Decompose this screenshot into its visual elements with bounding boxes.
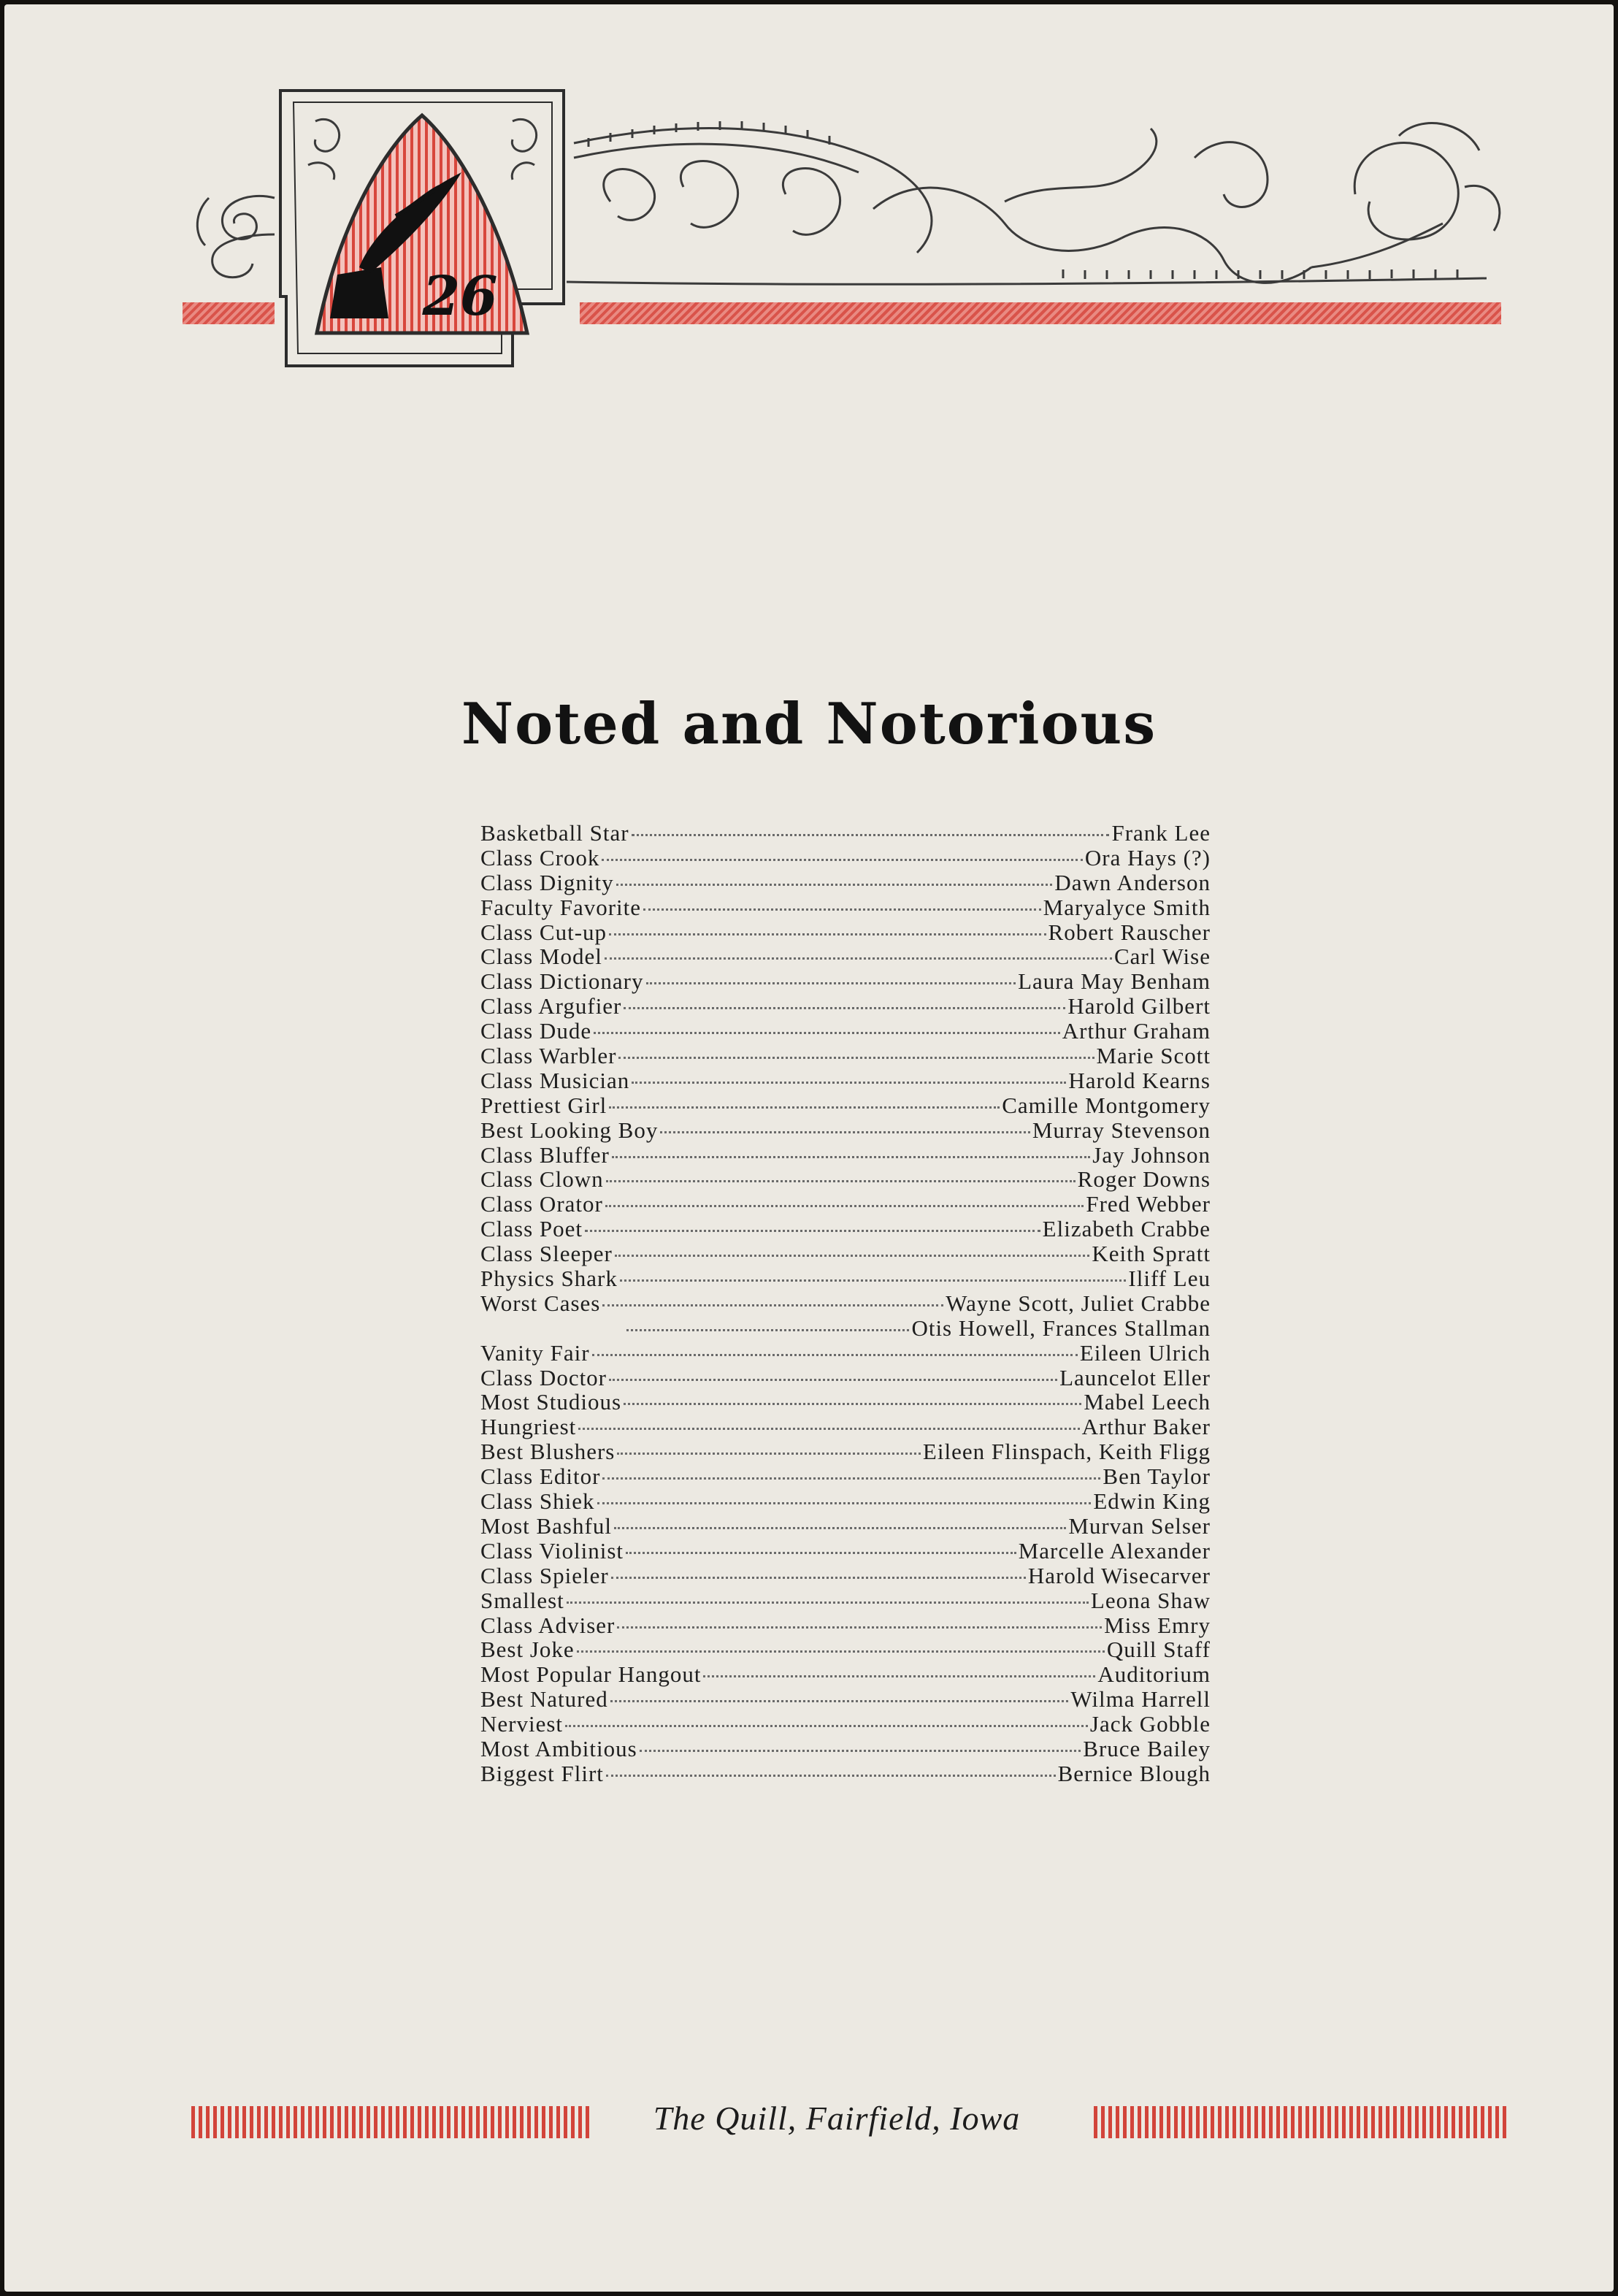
award-row <box>480 1439 1211 1464</box>
award-title: Faculty Favorite <box>480 894 642 920</box>
award-row <box>480 1737 1211 1761</box>
acanthus-scroll-ornament <box>567 114 1516 296</box>
award-row <box>480 1588 1211 1613</box>
award-recipient: Camille Montgomery <box>1002 1092 1211 1118</box>
award-title: Class Sleeper <box>480 1241 613 1267</box>
header-rule-right <box>580 302 1501 324</box>
award-row <box>480 1266 1211 1291</box>
award-row <box>480 994 1211 1019</box>
award-row <box>480 870 1211 895</box>
award-title: Best Blushers <box>480 1439 616 1465</box>
award-recipient: Iliff Leu <box>1128 1266 1211 1292</box>
award-title: Best Joke <box>480 1637 575 1663</box>
award-recipient: Carl Wise <box>1113 944 1211 970</box>
award-recipient: Otis Howell, Frances Stallman <box>911 1315 1211 1341</box>
award-row <box>480 920 1211 945</box>
award-row <box>480 1564 1211 1588</box>
award-row <box>480 944 1211 969</box>
award-title: Class Poet <box>480 1216 583 1242</box>
award-recipient: Miss Emry <box>1104 1612 1211 1638</box>
dot-leader <box>703 1675 1095 1677</box>
award-title: Nerviest <box>480 1711 564 1737</box>
award-recipient: Harold Wisecarver <box>1027 1562 1211 1588</box>
award-recipient: Leona Shaw <box>1090 1587 1211 1613</box>
award-row <box>480 1613 1211 1638</box>
header-rule-left <box>183 302 275 324</box>
award-title: Class Cut-up <box>480 919 607 945</box>
award-row <box>480 1291 1211 1316</box>
dot-leader <box>640 1750 1081 1752</box>
award-row <box>480 1514 1211 1539</box>
award-row <box>480 1167 1211 1192</box>
award-row <box>480 1637 1211 1662</box>
award-row <box>480 821 1211 846</box>
dot-leader <box>626 1552 1016 1554</box>
award-title: Class Editor <box>480 1463 601 1490</box>
award-recipient: Frank Lee <box>1111 820 1211 846</box>
award-row <box>480 1415 1211 1439</box>
award-row <box>480 1093 1211 1118</box>
dot-leader <box>616 884 1053 886</box>
footer-rule-left <box>191 2106 593 2138</box>
dot-leader <box>626 1329 909 1331</box>
award-row <box>480 1390 1211 1415</box>
dot-leader <box>610 1700 1069 1702</box>
award-recipient: Mabel Leech <box>1084 1389 1211 1415</box>
award-recipient: Murray Stevenson <box>1032 1117 1211 1143</box>
dot-leader <box>632 1082 1066 1084</box>
dot-leader <box>605 957 1112 960</box>
dot-leader <box>617 1626 1102 1629</box>
dot-leader <box>620 1279 1127 1282</box>
award-recipient: Marcelle Alexander <box>1018 1537 1211 1564</box>
award-row <box>480 1366 1211 1390</box>
award-title: Biggest Flirt <box>480 1760 604 1786</box>
award-recipient: Harold Gilbert <box>1067 993 1211 1019</box>
award-recipient: Launcelot Eller <box>1059 1364 1211 1390</box>
dot-leader <box>605 1205 1084 1207</box>
award-row <box>480 1712 1211 1737</box>
award-title: Prettiest Girl <box>480 1092 607 1118</box>
award-title: Best Natured <box>480 1686 608 1713</box>
footer-rule-right <box>1094 2106 1507 2138</box>
dot-leader <box>614 1527 1066 1529</box>
award-recipient: Eileen Flinspach, Keith Fligg <box>922 1439 1211 1465</box>
dot-leader <box>567 1602 1089 1604</box>
award-row <box>480 1118 1211 1143</box>
award-recipient: Dawn Anderson <box>1054 869 1211 895</box>
award-recipient: Auditorium <box>1097 1661 1211 1688</box>
award-recipient: Maryalyce Smith <box>1043 894 1211 920</box>
award-title: Class Argufier <box>480 993 622 1019</box>
award-title: Most Studious <box>480 1389 622 1415</box>
award-row <box>480 1217 1211 1241</box>
award-row <box>480 1687 1211 1712</box>
dot-leader <box>594 1032 1060 1034</box>
dot-leader <box>609 1106 1000 1109</box>
award-recipient: Marie Scott <box>1096 1043 1211 1069</box>
award-title: Class Clown <box>480 1166 604 1193</box>
dot-leader <box>597 1502 1092 1504</box>
award-title: Smallest <box>480 1587 564 1613</box>
award-recipient: Jay Johnson <box>1092 1141 1211 1168</box>
header-ornament <box>4 4 1614 384</box>
dot-leader <box>632 834 1110 836</box>
award-recipient: Fred Webber <box>1086 1191 1211 1217</box>
dot-leader <box>611 1577 1026 1579</box>
dot-leader <box>565 1725 1088 1727</box>
dot-leader <box>602 859 1082 861</box>
dot-leader <box>643 908 1041 911</box>
dot-leader <box>618 1057 1094 1059</box>
award-title: Class Bluffer <box>480 1141 610 1168</box>
dot-leader <box>602 1477 1100 1480</box>
award-title: Most Bashful <box>480 1512 612 1539</box>
award-recipient: Robert Rauscher <box>1048 919 1211 945</box>
award-recipient: Ben Taylor <box>1103 1463 1211 1490</box>
award-title: Best Looking Boy <box>480 1117 659 1143</box>
award-title: Class Doctor <box>480 1364 607 1390</box>
award-title: Class Dude <box>480 1018 592 1044</box>
dot-leader <box>602 1304 943 1306</box>
award-recipient: Jack Gobble <box>1089 1711 1211 1737</box>
award-row <box>480 1068 1211 1093</box>
award-title: Class Shiek <box>480 1488 595 1515</box>
awards-list <box>480 821 1211 1786</box>
award-title: Class Warbler <box>480 1043 617 1069</box>
class-emblem <box>272 85 572 373</box>
award-recipient: Wilma Harrell <box>1070 1686 1211 1713</box>
award-recipient: Laura May Benham <box>1018 968 1211 995</box>
dot-leader <box>660 1131 1030 1133</box>
award-row <box>480 1761 1211 1786</box>
award-recipient: Arthur Graham <box>1062 1018 1211 1044</box>
dot-leader <box>578 1428 1079 1430</box>
award-recipient: Ora Hays (?) <box>1084 844 1211 870</box>
emblem-year: 26 <box>422 265 498 328</box>
dot-leader <box>624 1007 1065 1009</box>
award-title: Class Violinist <box>480 1537 624 1564</box>
award-title: Vanity Fair <box>480 1339 590 1366</box>
dot-leader <box>609 933 1046 935</box>
award-row <box>480 1464 1211 1489</box>
yearbook-page <box>4 4 1614 2292</box>
award-row <box>480 1192 1211 1217</box>
award-title: Hungriest <box>480 1414 577 1440</box>
award-title: Most Ambitious <box>480 1735 637 1761</box>
dot-leader <box>606 1180 1076 1182</box>
award-title: Class Musician <box>480 1067 630 1093</box>
award-title: Class Orator <box>480 1191 603 1217</box>
footer-caption: The Quill, Fairfield, Iowa <box>653 2100 1021 2137</box>
award-title: Class Dignity <box>480 869 614 895</box>
award-recipient: Elizabeth Crabbe <box>1042 1216 1211 1242</box>
award-recipient: Keith Spratt <box>1092 1241 1211 1267</box>
award-row <box>480 1019 1211 1044</box>
dot-leader <box>617 1453 921 1455</box>
dot-leader <box>592 1354 1078 1356</box>
award-row <box>480 895 1211 920</box>
dot-leader <box>615 1255 1089 1257</box>
award-title: Class Adviser <box>480 1612 616 1638</box>
award-title: Class Crook <box>480 844 600 870</box>
page-title: Noted and Notorious <box>461 691 1157 757</box>
award-recipient: Murvan Selser <box>1068 1512 1211 1539</box>
award-row <box>480 1539 1211 1564</box>
dot-leader <box>646 982 1016 984</box>
award-recipient: Harold Kearns <box>1068 1067 1211 1093</box>
dot-leader <box>606 1775 1056 1777</box>
award-row <box>480 1143 1211 1168</box>
dot-leader <box>624 1403 1081 1405</box>
award-recipient: Bruce Bailey <box>1083 1735 1211 1761</box>
award-row <box>480 1489 1211 1514</box>
award-recipient: Roger Downs <box>1077 1166 1211 1193</box>
dot-leader <box>577 1650 1105 1653</box>
award-recipient: Bernice Blough <box>1057 1760 1211 1786</box>
award-row <box>480 1316 1211 1341</box>
award-recipient: Wayne Scott, Juliet Crabbe <box>946 1290 1211 1316</box>
award-row <box>480 1044 1211 1068</box>
dot-leader <box>609 1379 1057 1381</box>
award-title: Worst Cases <box>480 1290 601 1316</box>
award-recipient: Edwin King <box>1093 1488 1211 1515</box>
award-row <box>480 1662 1211 1687</box>
dot-leader <box>612 1156 1090 1158</box>
award-title: Class Spieler <box>480 1562 609 1588</box>
award-row <box>480 1241 1211 1266</box>
award-row <box>480 846 1211 870</box>
award-recipient: Arthur Baker <box>1081 1414 1211 1440</box>
award-recipient: Eileen Ulrich <box>1079 1339 1211 1366</box>
award-row <box>480 969 1211 994</box>
award-title: Class Dictionary <box>480 968 644 995</box>
award-recipient: Quill Staff <box>1106 1637 1211 1663</box>
award-row <box>480 1341 1211 1366</box>
award-title: Basketball Star <box>480 820 629 846</box>
award-title: Physics Shark <box>480 1266 618 1292</box>
award-title: Class Model <box>480 944 602 970</box>
dot-leader <box>585 1230 1040 1232</box>
award-title: Most Popular Hangout <box>480 1661 702 1688</box>
